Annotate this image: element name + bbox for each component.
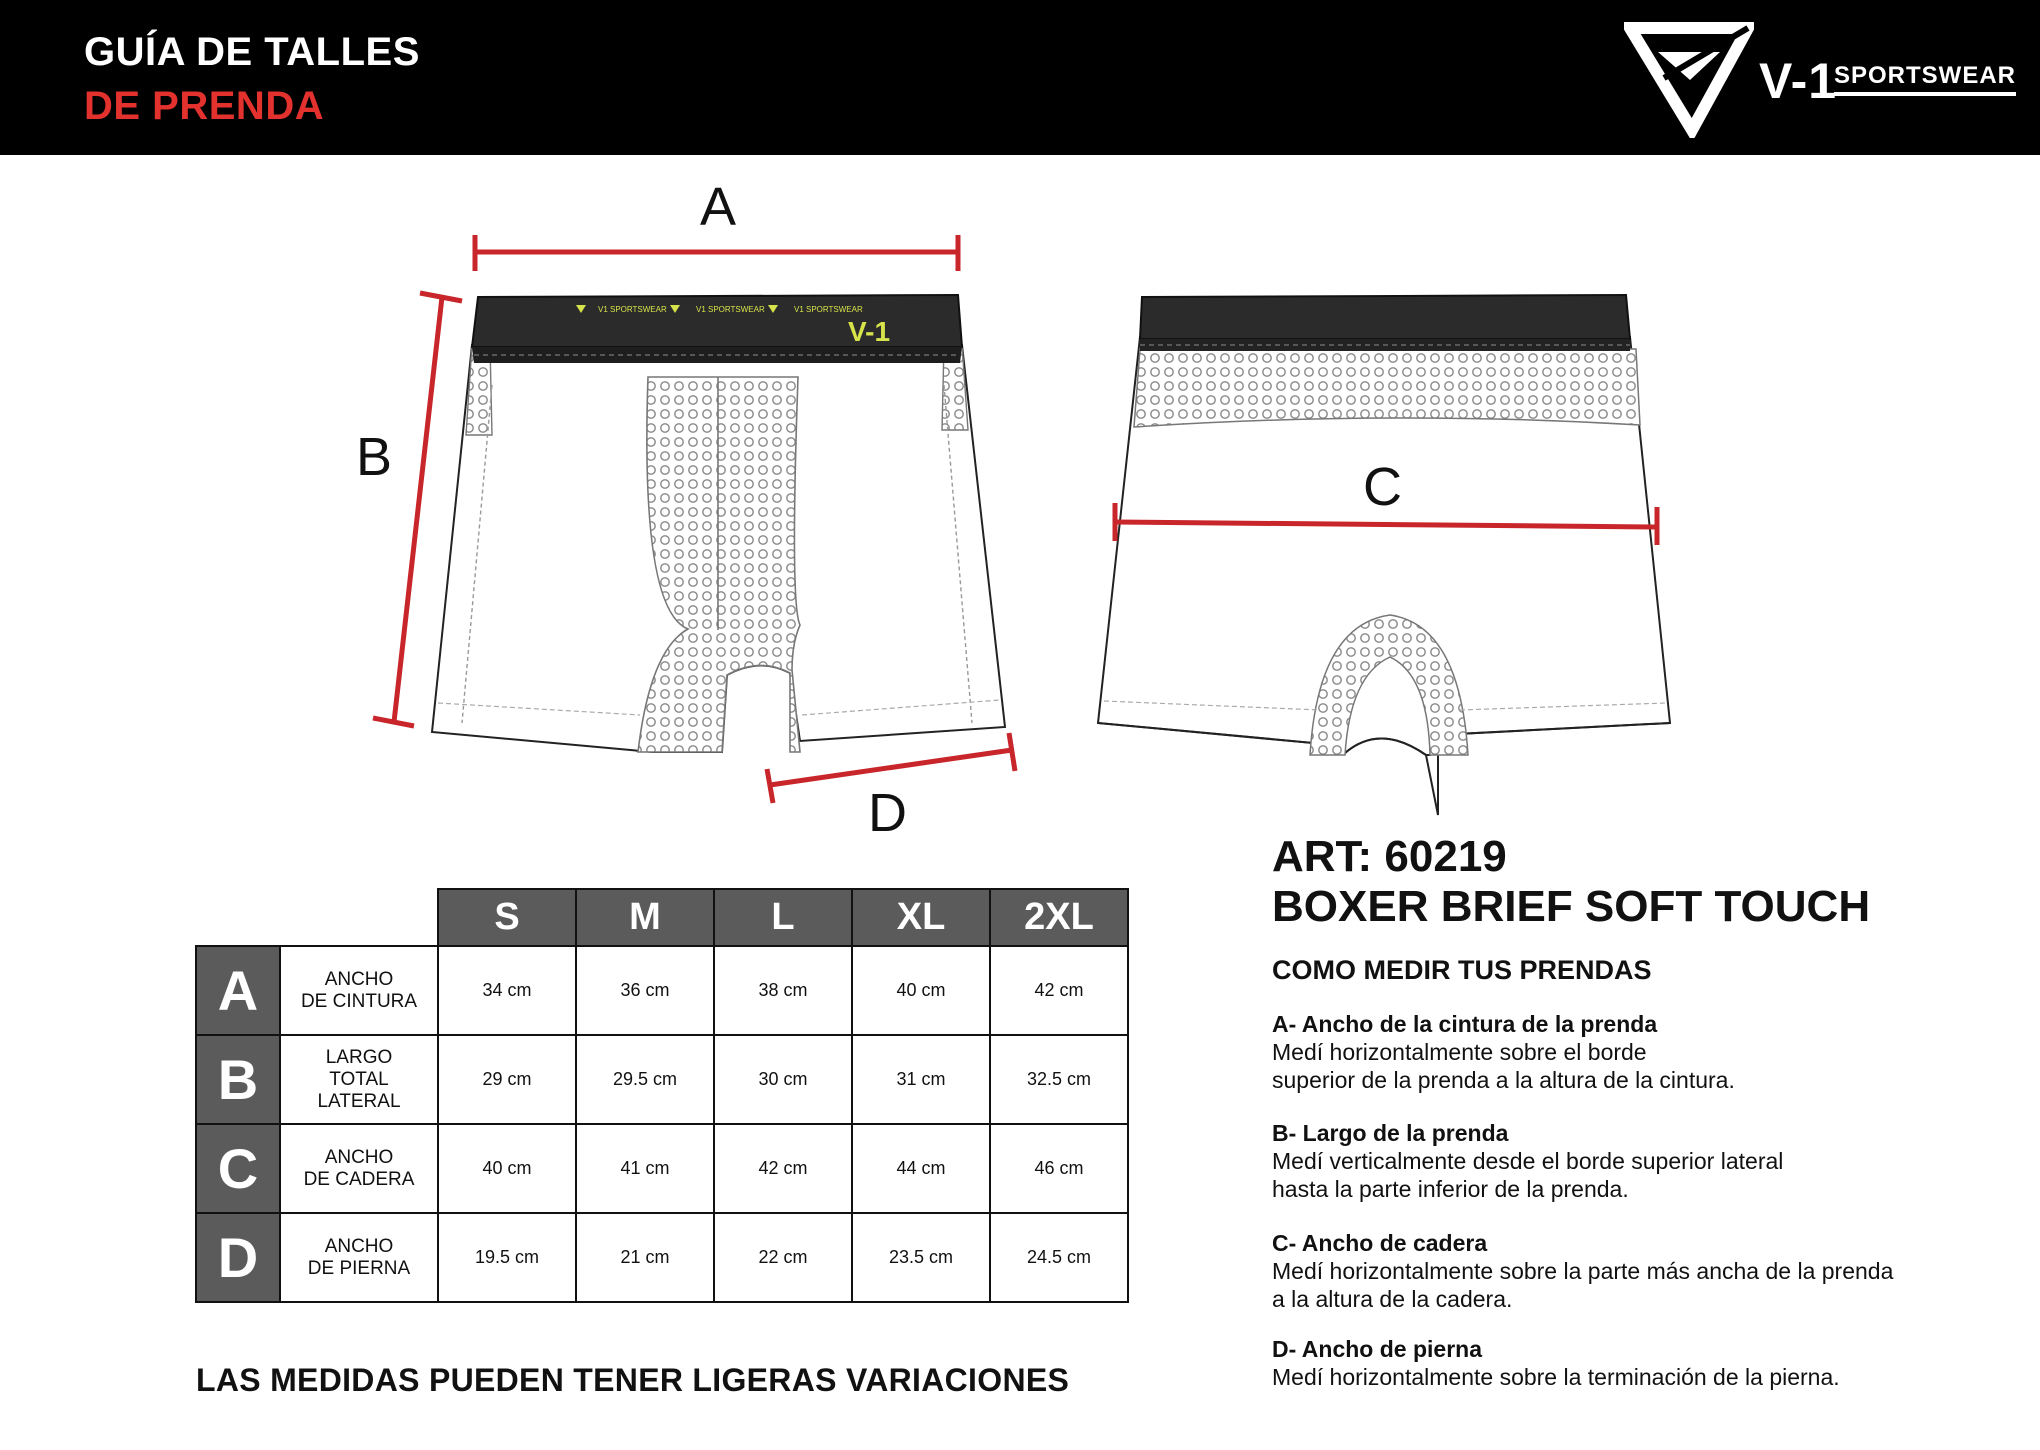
instruction-b [1272,1119,2012,1203]
instruction-heading: A- Ancho de la cintura de la prenda [1272,1011,1658,1037]
desc-line: DE PIERNA [307,1257,411,1279]
article-info [1272,832,1870,932]
table-cell: 24.5 cm [990,1213,1128,1302]
table-cell: 29 cm [438,1035,576,1124]
article-name: BOXER BRIEF SOFT TOUCH [1272,882,1871,931]
desc-line: ANCHO [324,968,394,990]
row-description [280,1213,438,1302]
desc-line: LARGO [325,1046,393,1068]
desc-line: TOTAL [329,1068,389,1090]
size-header-s: S [438,889,576,946]
measure-c-label: C [1363,457,1402,517]
measure-d-label: D [868,783,907,843]
table-cell: 22 cm [714,1213,852,1302]
table-cell: 32.5 cm [990,1035,1128,1124]
desc-line: ANCHO [324,1235,394,1257]
table-row [196,1213,1128,1302]
measure-a-label: A [700,177,737,237]
table-cell: 31 cm [852,1035,990,1124]
instruction-heading: D- Ancho de pierna [1272,1336,1482,1362]
desc-line: DE CINTURA [300,990,418,1012]
table-cell: 36 cm [576,946,714,1035]
how-to-title: COMO MEDIR TUS PRENDAS [1272,955,1652,985]
v1-logo-icon [1624,18,1754,138]
brand-name: V-1 [1759,53,1838,109]
table-row [196,1035,1128,1124]
footer-note: LAS MEDIDAS PUEDEN TENER LIGERAS VARIACIONES [196,1362,1070,1398]
article-code: ART: 60219 [1272,832,1507,881]
measure-b-line [394,297,442,722]
table-cell: 38 cm [714,946,852,1035]
measure-d-line [770,750,1012,785]
table-cell: 40 cm [438,1124,576,1213]
size-header-m: M [576,889,714,946]
garment-diagram-svg [0,155,2040,855]
size-header-xl: XL [852,889,990,946]
table-row [196,946,1128,1035]
back-mesh-yoke [1134,349,1640,427]
waistband-text-2: V1 SPORTSWEAR [696,305,765,314]
size-header-row [196,889,1128,946]
instruction-text: a la altura de la cadera. [1272,1286,1513,1312]
table-cell: 44 cm [852,1124,990,1213]
measure-b-label: B [356,427,393,487]
table-cell: 34 cm [438,946,576,1035]
table-cell: 30 cm [714,1035,852,1124]
table-cell: 23.5 cm [852,1213,990,1302]
row-description [280,1124,438,1213]
desc-line: ANCHO [324,1146,394,1168]
size-header-l: L [714,889,852,946]
instruction-d [1272,1335,2012,1391]
desc-line: LATERAL [317,1090,401,1112]
row-letter: C [196,1124,280,1213]
table-cell: 41 cm [576,1124,714,1213]
garment-diagram [0,155,2040,855]
instruction-text: Medí horizontalmente sobre la terminación de la pierna. [1272,1364,1840,1390]
table-cell: 19.5 cm [438,1213,576,1302]
row-letter: D [196,1213,280,1302]
waistband-brand-mark: V-1 [848,316,891,347]
size-table [195,888,1129,1303]
row-letter: A [196,946,280,1035]
front-view [432,295,1005,752]
instruction-heading: B- Largo de la prenda [1272,1120,1509,1146]
waistband-text-3: V1 SPORTSWEAR [794,305,863,314]
table-cell: 40 cm [852,946,990,1035]
page-subtitle: DE PRENDA [84,84,325,128]
table-cell: 42 cm [990,946,1128,1035]
instruction-heading: C- Ancho de cadera [1272,1230,1488,1256]
row-description [280,1035,438,1124]
table-cell: 29.5 cm [576,1035,714,1124]
table-row [196,1124,1128,1213]
row-description [280,946,438,1035]
brand-subtitle: SPORTSWEAR [1834,62,2016,96]
instruction-text: Medí verticalmente desde el borde superior lateral [1272,1148,1784,1174]
row-letter: B [196,1035,280,1124]
table-cell: 46 cm [990,1124,1128,1213]
front-mesh-panel [638,377,800,752]
instruction-text: hasta la parte inferior de la prenda. [1272,1176,1629,1202]
waistband-text-1: V1 SPORTSWEAR [598,305,667,314]
instruction-text: Medí horizontalmente sobre el borde [1272,1039,1647,1065]
back-waistband [1140,295,1630,339]
page-title: GUÍA DE TALLES [84,30,420,74]
size-header-2xl: 2XL [990,889,1128,946]
back-view [1098,295,1670,815]
header-bar [0,0,2040,155]
instruction-c [1272,1229,2012,1313]
table-cell: 21 cm [576,1213,714,1302]
table-cell: 42 cm [714,1124,852,1213]
instruction-text: superior de la prenda a la altura de la cintura. [1272,1067,1735,1093]
instruction-text: Medí horizontalmente sobre la parte más ancha de la prenda [1272,1258,1894,1284]
brand-logo [1624,18,2017,138]
desc-line: DE CADERA [303,1168,415,1190]
instruction-a [1272,1010,2012,1094]
